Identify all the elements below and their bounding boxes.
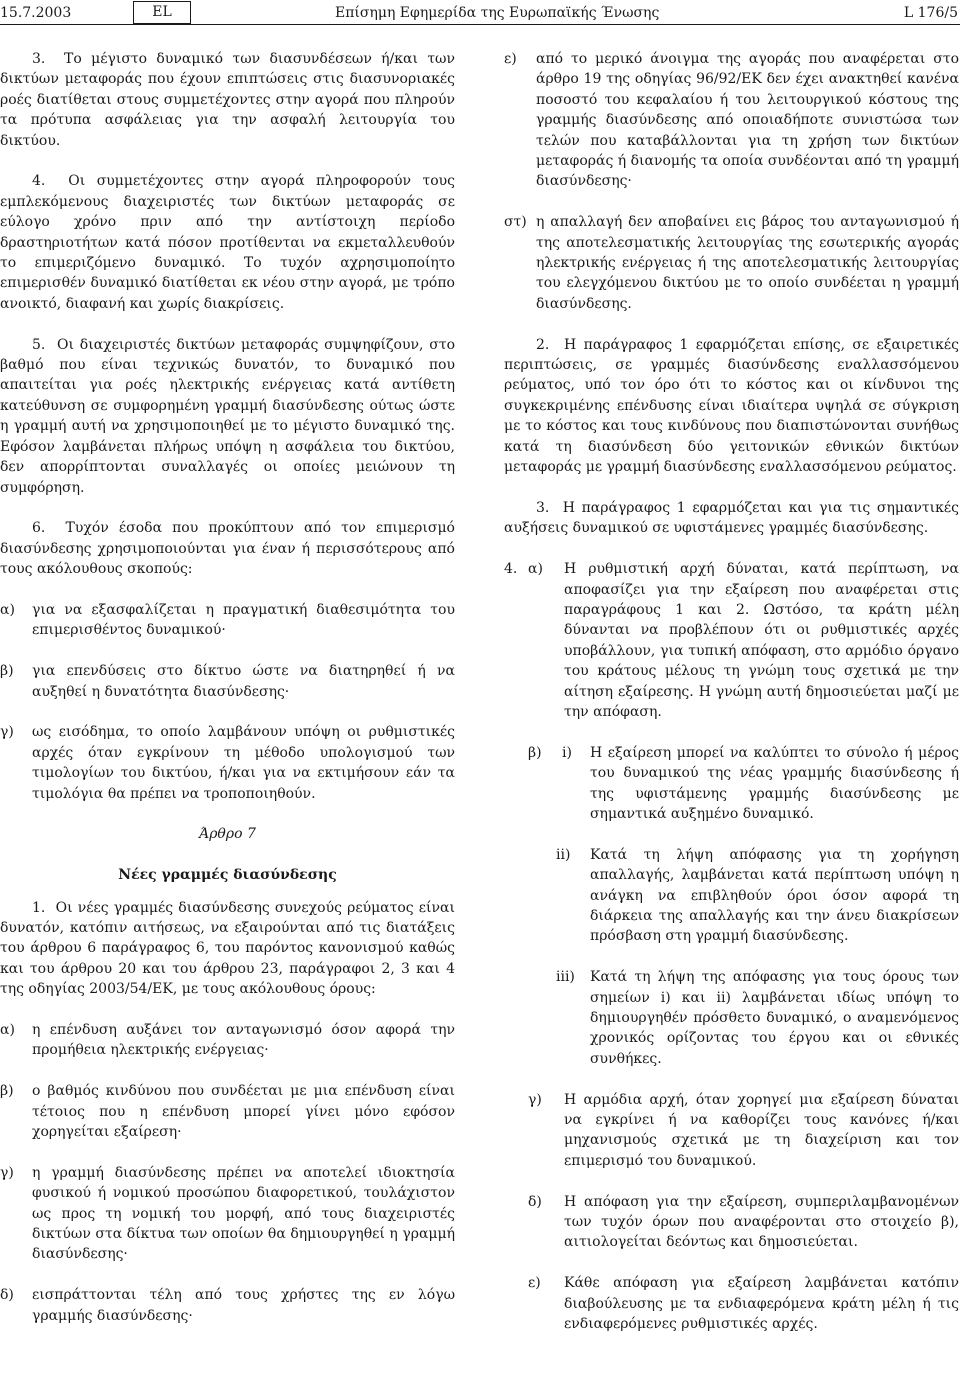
- item-text: η απαλλαγή δεν αποβαίνει εις βάρος του ανταγωνισμού ή της αποτελεσματικής λειτουργίας της εσωτερικής αγοράς ηλεκτρικής ενέργειας ή της αποτελεσματικής λειτουργίας του ελεγχόμενου δικτύου με το οποίο συνδέεται η γραμμή διασύνδεσης.: [536, 214, 959, 312]
- paragraph-number: 4.: [504, 561, 518, 578]
- item-label: α): [0, 1021, 15, 1038]
- item-label: α): [528, 561, 543, 578]
- item-label: γ): [0, 724, 14, 741]
- journal-title: Επίσημη Εφημερίδα της Ευρωπαϊκής Ένωσης: [335, 5, 660, 21]
- list-item: [0, 1081, 455, 1142]
- paragraph-5: 5. Οι διαχειριστές δικτύων μεταφοράς συμψηφίζουν, στο βαθμό που είναι τεχνικώς δυνατόν, το δυναμικό που απαιτείται για ροές ηλεκτρικής ενέργειας κατά αντίθετη κατεύθυνση σε συμφορημένη γραμμή διασύνδεσης ούτως ώστε η γραμμή αυτή να χρησιμοποιηθεί με το μέγιστο δυναμικό της. Εφόσον λαμβάνεται πλήρως υπόψη η ασφάλεια του δικτύου, δεν απορρίπτονται συναλλαγές οι οποίες μειώνουν τη συμφόρηση.: [0, 336, 455, 496]
- item-text: η επένδυση αυξάνει τον ανταγωνισμό όσον αφορά την προμήθεια ηλεκτρικής ενέργειας·: [32, 1021, 455, 1059]
- item-text: Κατά τη λήψη της απόφασης για τους όρους των σημείων i) και ii) λαμβάνεται ιδίως υπόψη το δημιουργηθέν πρόσθετο δυναμικό, ο αναμενόμενος χρονικός ορίζοντας του έργου και οι εθνικές συνθήκες.: [590, 969, 959, 1067]
- item-label: ε): [504, 51, 517, 67]
- article-title: Νέες γραμμές διασύνδεσης: [118, 867, 337, 884]
- item-text: Η απόφαση για την εξαίρεση, συμπεριλαμβανομένων των τυχόν όρων που αναφέρονται στο στοιχείο β), αιτιολογείται δεόντως και δημοσιεύεται.: [564, 1193, 959, 1251]
- paragraph-3: 3. Η παράγραφος 1 εφαρμόζεται και για τις σημαντικές αυξήσεις δυναμικού σε υφιστάμενες γραμμές διασύνδεσης.: [504, 499, 959, 537]
- paragraph-3: 3. Το μέγιστο δυναμικό των διασυνδέσεων ή/και των δικτύων μεταφοράς που έχουν επιπτώσεις στις διασυνοριακές ροές διατίθεται στους συμμετέχοντες στην αγορά που πληρούν τα πρότυπα ασφάλειας για την ασφαλή λειτουργία του δικτύου.: [0, 51, 455, 149]
- item-label: δ): [528, 1193, 542, 1210]
- article-number: Άρθρο 7: [199, 826, 256, 843]
- list-item: [0, 722, 455, 804]
- paragraph-4-item-b-ii: [504, 845, 959, 947]
- item-text: Η αρμόδια αρχή, όταν χορηγεί μια εξαίρεση δύναται να εγκρίνει ή να καθορίζει τους κανόνες ή/και μηχανισμούς σχετικά με τη διαχείριση και τον επιμερισμό του δυναμικού.: [564, 1091, 959, 1169]
- item-label: δ): [0, 1287, 14, 1304]
- list-item: [0, 661, 455, 702]
- list-item: [504, 212, 959, 314]
- item-text: ο βαθμός κινδύνου που συνδέεται με μια επένδυση είναι τέτοιος που η επένδυση μπορεί γίνει μόνο εφόσον χορηγείται εξαίρεση·: [32, 1083, 455, 1140]
- list-item: [0, 600, 455, 641]
- page-number: L 176/5: [903, 5, 958, 21]
- subitem-label: ii): [556, 846, 571, 863]
- item-text: Η εξαίρεση μπορεί να καλύπτει το σύνολο ή μέρος του δυναμικού της νέας γραμμής διασύνδεσης ή της υφιστάμενης γραμμής διασύνδεσης με σημαντικά αυξημένο δυναμικό.: [590, 744, 959, 822]
- item-label: β): [0, 663, 14, 680]
- item-label: β): [528, 744, 542, 761]
- list-item: [0, 1163, 455, 1265]
- item-label: γ): [0, 1164, 14, 1181]
- paragraph-4-item-b-i: [504, 743, 959, 825]
- item-text: Η ρυθμιστική αρχή δύναται, κατά περίπτωση, να αποφασίζει για την εξαίρεση που αναφέρεται στις παραγράφους 1 και 2. Ωστόσο, τα κράτη μέλη δύνανται να προβλέπουν ότι οι ρυθμιστικές αρχές υποβάλλουν, για τυπική απόφαση, στο αρμόδιο όργανο του κράτους μέλους τη γνώμη τους σχετικά με την αίτηση εξαίρεσης. Η γνώμη αυτή δημοσιεύεται μαζί με την απόφαση.: [564, 561, 959, 720]
- item-text: για επενδύσεις στο δίκτυο ώστε να διατηρηθεί ή να αυξηθεί η δυνατότητα διασύνδεσης·: [32, 663, 455, 700]
- right-column: [504, 49, 959, 1355]
- item-text: η γραμμή διασύνδεσης πρέπει να αποτελεί ιδιοκτησία φυσικού ή νομικού προσώπου διαφορετικού, τουλάχιστον ως προς τη νομική του μορφή, από τους διαχειριστές δικτύων στα δίκτυα των οποίων θα δημιουργηθεί η γραμμή διασύνδεσης·: [32, 1164, 455, 1263]
- list-item: [504, 1192, 959, 1253]
- list-item: [504, 49, 959, 192]
- left-column: [0, 49, 455, 1346]
- item-label: α): [0, 601, 15, 618]
- item-label: στ): [504, 214, 527, 231]
- item-text: ως εισόδημα, το οποίο λαμβάνουν υπόψη οι ρυθμιστικές αρχές όταν εγκρίνουν τη μέθοδο υπολογισμού των τιμολογίων του δικτύου, ή/και για να εκτιμήσουν εάν τα τιμολόγια θα πρέπει να τροποποιηθούν.: [32, 724, 455, 802]
- list-item: [0, 1285, 455, 1326]
- article-7-paragraph-1: 1. Οι νέες γραμμές διασύνδεσης συνεχούς ρεύματος είναι δυνατόν, κατόπιν αιτήσεως, να εξαιρούνται από τις διατάξεις του άρθρου 6 παράγραφος 6, του παρόντος κανονισμού καθώς και του άρθρου 20 και του άρθρου 23, παράγραφοι 2, 3 και 4 της οδηγίας 2003/54/ΕΚ, με τους ακόλουθους όρους:: [0, 899, 455, 998]
- list-item: [504, 1090, 959, 1172]
- item-text: εισπράττονται τέλη από τους χρήστες της εν λόγω γραμμής διασύνδεσης·: [32, 1287, 455, 1324]
- item-text: για να εξασφαλίζεται η πραγματική διαθεσιμότητα του επιμερισθέντος δυναμικού·: [32, 601, 455, 639]
- item-label: β): [0, 1083, 14, 1100]
- publication-date: 15.7.2003: [0, 5, 72, 21]
- item-text: Κατά τη λήψη απόφασης για τη χορήγηση απαλλαγής, λαμβάνεται κατά περίπτωση υπόψη η ανάγκη να επιβληθούν όροι όσον αφορά τη διάρκεια της απαλλαγής και την άνευ διακρίσεων πρόσβαση στη γραμμή διασύνδεσης.: [590, 846, 959, 945]
- subitem-label: i): [562, 744, 572, 761]
- paragraph-4: 4. Οι συμμετέχοντες στην αγορά πληροφορούν τους εμπλεκόμενους διαχειριστές των δικτύων μεταφοράς σε εύλογο χρόνο πριν από την αντίστοιχη περίοδο δραστηριοτήτων κατά πόσον προτίθενται να εκμεταλλευθούν το επιμεριζόμενο δυναμικό. Το τυχόν αχρησιμοποίητο επιμερισθέν δυναμικό διατίθεται εκ νέου στην αγορά, με τρόπο ανοικτό, διαφανή και χωρίς διακρίσεις.: [0, 173, 455, 312]
- paragraph-4-item-a: [504, 559, 959, 722]
- paragraph-6: 6. Τυχόν έσοδα που προκύπτουν από τον επιμερισμό διασύνδεσης χρησιμοποιούνται για έναν ή περισσότερους από τους ακόλουθους σκοπούς:: [0, 520, 455, 578]
- language-badge: EL: [133, 1, 191, 24]
- list-item: [504, 1273, 959, 1334]
- header-rule: [0, 24, 960, 25]
- item-label: ε): [528, 1275, 541, 1292]
- item-label: γ): [528, 1091, 542, 1108]
- paragraph-4-item-b-iii: [504, 967, 959, 1069]
- subitem-label: iii): [556, 969, 575, 986]
- list-item: [0, 1020, 455, 1061]
- paragraph-2: 2. Η παράγραφος 1 εφαρμόζεται επίσης, σε εξαιρετικές περιπτώσεις, σε γραμμές διασύνδεσης εναλλασσόμενου ρεύματος, υπό τον όρο ότι το κόστος και οι κίνδυνοι της συγκεκριμένης επένδυσης είναι ιδιαίτερα υψηλά σε σύγκριση με το κόστος και τους κινδύνους που διαπιστώνονται συνήθως κατά τη διασύνδεση δύο γειτονικών εθνικών δικτύων μεταφοράς με γραμμή διασύνδεσης εναλλασσόμενου ρεύματος.: [504, 336, 959, 476]
- item-text: από το μερικό άνοιγμα της αγοράς που αναφέρεται στο άρθρο 19 της οδηγίας 96/92/ΕΚ δεν έχει ανακτηθεί κανένα ποσοστό του κεφαλαίου ή του λειτουργικού κόστους της γραμμής διασύνδεσης από οποιαδήποτε συνιστώσα των τελών που καταβάλλονται για τη χρήση των δικτύων μεταφοράς ή διανομής τα οποία συνδέονται από τη γραμμή διασύνδεσης·: [536, 51, 959, 190]
- item-text: Κάθε απόφαση για εξαίρεση λαμβάνεται κατόπιν διαβούλευσης με τα ενδιαφερόμενα κράτη μέλη ή τις ενδιαφερόμενες ρυθμιστικές αρχές.: [564, 1275, 959, 1333]
